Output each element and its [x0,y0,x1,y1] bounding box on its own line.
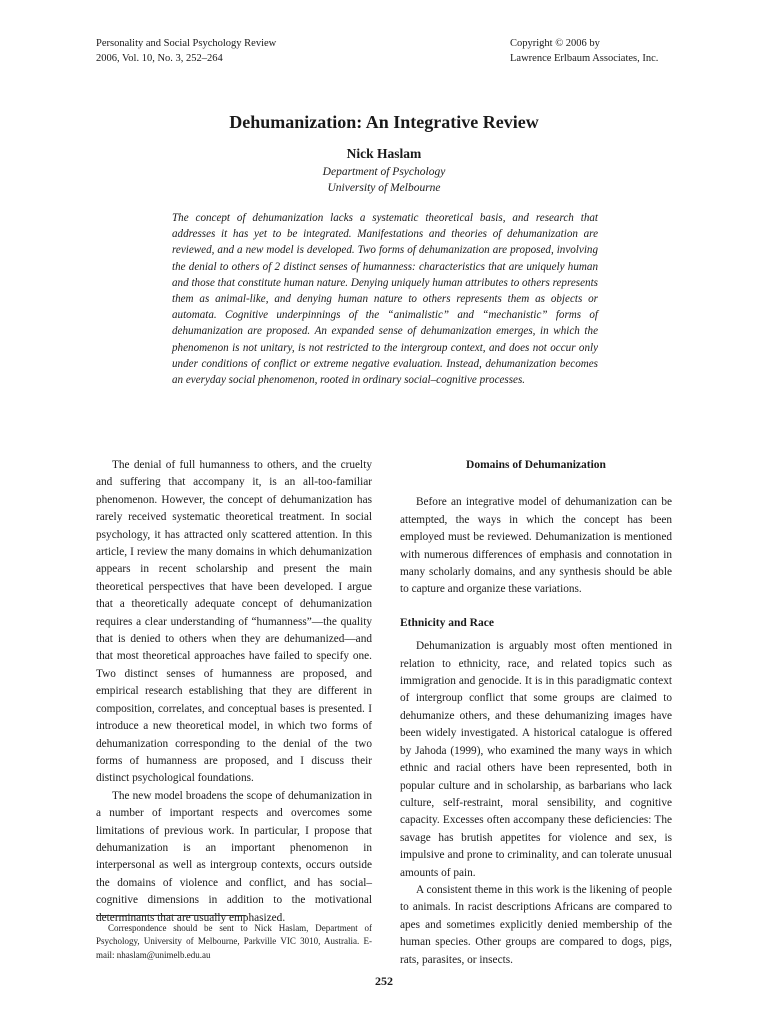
body-paragraph: Dehumanization is arguably most often mentioned in relation to ethnicity, race, and related topics such as immigration and genocide. It is in this paradigmatic context of intergroup conflict that some groups are claimed to dehumanize others, and these dehumanizing images have been widely investigated. A historical catalogue is offered by Jahoda (1999), who examined the many ways in which ethnic and racial others have been represented, both in popular culture and in scholarship, as barbarians who lack culture, self-restraint, moral sensibility, and cognitive capacity. Excesses often accompany these deficiencies: The savage has brutish appetites for violence and sex, is impulsive and prone to criminality, and can tolerate unusual amounts of pain. [400,640,672,879]
body-paragraph: Before an integrative model of dehumanization can be attempted, the ways in which the concept has been employed must be reviewed. Dehumanization is mentioned with numerous differences of emphasis and connotation in many scholarly domains, and any synthesis should be able to capture and organize these variations. [400,496,672,596]
left-column [96,457,372,927]
body-paragraph: The new model broadens the scope of dehumanization in a number of important respects and overcomes some limitations of previous work. In particular, I propose that dehumanization is an important phenomenon in interpersonal as well as intergroup contexts, occurs outside the domains of violence and conflict, and has social–cognitive dimensions in addition to the motivational determinants that are usually emphasized. [96,789,372,924]
body-paragraph: A consistent theme in this work is the likening of people to animals. In racist descriptions Africans are compared to apes and sometimes explicitly denied membership of the human species. Other groups are compared to dogs, pigs, rats, parasites, or insects. [400,883,672,966]
publisher-name: Lawrence Erlbaum Associates, Inc. [510,53,659,64]
author-department: Department of Psychology [322,166,446,178]
journal-name: Personality and Social Psychology Review [96,38,277,49]
author-university: University of Melbourne [327,182,441,194]
copyright-notice: Copyright © 2006 by [510,38,600,49]
right-column [400,457,672,969]
section-heading: Domains of Dehumanization [466,459,606,471]
subsection-heading: Ethnicity and Race [400,616,494,629]
copyright-header [510,36,658,66]
correspondence-footnote: Correspondence should be sent to Nick Haslam, Department of Psychology, University of Melbourne, Parkville VIC 3010, Australia. E-mail: nhaslam@unimelb.edu.au [96,923,372,960]
author-name: Nick Haslam [346,146,422,161]
body-paragraph: The denial of full humanness to others, and the cruelty and suffering that accompany it, is an all-too-familiar phenomenon. However, the concept of dehumanization has rarely received systematic theoretical treatment. In social psychology, it has attracted only scattered attention. In this article, I review the many domains in which dehumanization appears in recent scholarship and present the main theoretical perspectives that have been developed. I argue that a theoretically adequate concept of dehumanization requires a clear understanding of “humanness”—the quality that is denied to others when they are dehumanized—and that most theoretical approaches have failed to specify one. Two distinct senses of humanness are proposed, and empirical research establishing that they are different in composition, correlates, and conceptual bases is presented. I introduce a new theoretical model, in which two forms of dehumanization corresponding to the denial of the two forms of humanness are proposed, and I discuss their distinct psychological foundations. [96,459,372,785]
footnote-divider [96,915,246,916]
page-number: 252 [375,974,393,988]
volume-info: 2006, Vol. 10, No. 3, 252–264 [96,53,223,64]
abstract: The concept of dehumanization lacks a systematic theoretical basis, and research that addresses it has yet to be integrated. Manifestations and theories of dehumanization are reviewed, and a new model is developed. Two forms of dehumanization are proposed, involving the denial to others of 2 distinct senses of humanness: characteristics that are uniquely human and those that constitute human nature. Denying uniquely human attributes to others represents them as animal-like, and denying human nature to others represents them as objects or automata. Cognitive underpinnings of the “animalistic” and “mechanistic” forms of dehumanization are proposed. An expanded sense of dehumanization emerges, in which the phenomenon is not unitary, is not restricted to the intergroup context, and does not occur only under conditions of conflict or extreme negative evaluation. Instead, dehumanization becomes an everyday social phenomenon, rooted in ordinary social–cognitive processes. [172,212,598,387]
journal-header [96,36,276,66]
article-title: Dehumanization: An Integrative Review [229,112,539,132]
